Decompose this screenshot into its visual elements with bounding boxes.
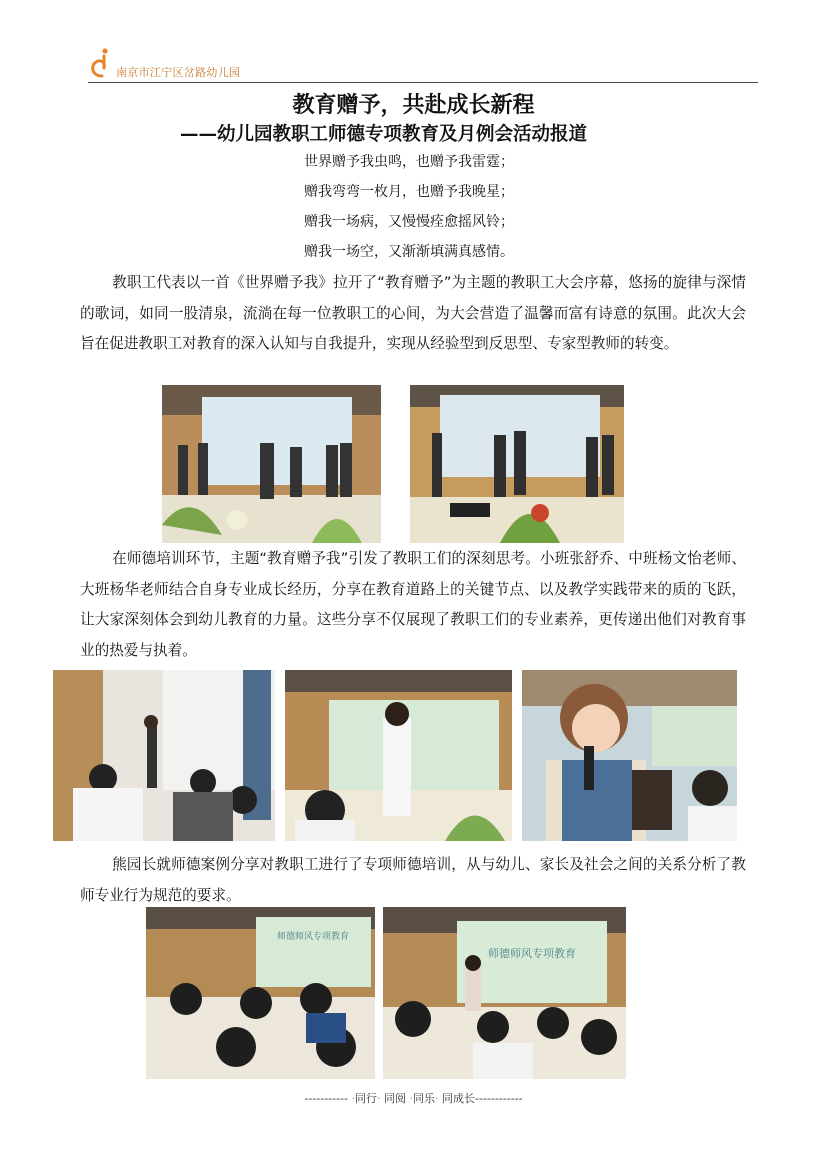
footer-dashes-left: ----------- bbox=[304, 1092, 349, 1105]
header-divider bbox=[88, 82, 758, 83]
footer-item: 同阅 bbox=[384, 1092, 407, 1105]
poem-line: 世界赠予我虫鸣，也赠予我雷霆； bbox=[304, 154, 514, 170]
page-footer: ----------- ·同行· 同阅 ·同乐· 同成长------------ bbox=[304, 1092, 523, 1105]
paragraph-text: 在师德培训环节，主题“教育赠予我”引发了教职工们的深刻思考。小班张舒乔、中班杨文怡老师、大班杨华老师结合自身专业成长经历，分享在教育道路上的关键节点、以及教学实践带来的质的飞跃，让大家深刻体会到幼儿教育的力量。这些分享不仅展现了教职工们的专业素养，更传递出他们对教育事业的热爱与执着。 bbox=[80, 550, 746, 659]
paragraph bbox=[80, 268, 746, 360]
poem-line: 赠我一场空，又渐渐填满真感情。 bbox=[304, 244, 514, 260]
page-header bbox=[88, 40, 758, 84]
article-title: 教育赠予，共赴成长新程 bbox=[292, 92, 535, 118]
footer-dashes-right: ------------ bbox=[475, 1092, 523, 1105]
photo-principal-training-right bbox=[383, 907, 626, 1079]
slide-title-text: 师德师风专项教育 bbox=[276, 932, 350, 942]
paragraph-text: 熊园长就师德案例分享对教职工进行了专项师德培训，从与幼儿、家长及社会之间的关系分析了教师专业行为规范的要求。 bbox=[80, 856, 746, 904]
poem-line: 赠我弯弯一枚月，也赠予我晚星； bbox=[304, 184, 514, 200]
photo-teacher-sharing-classroom bbox=[53, 670, 275, 841]
photo-singing-performance bbox=[162, 385, 381, 543]
footer-item: 同成长 bbox=[442, 1092, 476, 1105]
poem-line: 赠我一场病，又慢慢痊愈摇风铃； bbox=[304, 214, 514, 230]
photo-teacher-speaking-microphone bbox=[285, 670, 512, 841]
paragraph bbox=[80, 544, 746, 666]
footer-item: 同行 bbox=[355, 1092, 378, 1105]
school-name: 南京市江宁区岔路幼儿园 bbox=[116, 66, 241, 79]
photo-stage-singers bbox=[410, 385, 624, 543]
photo-principal-training-left bbox=[146, 907, 375, 1079]
article-subtitle: ——幼儿园教职工师德专项教育及月例会活动报道 bbox=[180, 124, 588, 145]
footer-item: 同乐 bbox=[413, 1092, 436, 1105]
photo-teacher-closeup bbox=[522, 670, 737, 841]
paragraph bbox=[80, 850, 746, 911]
paragraph-text: 教职工代表以一首《世界赠予我》拉开了“教育赠予”为主题的教职工大会序幕，悠扬的旋律与深情的歌词，如同一股清泉，流淌在每一位教职工的心间，为大会营造了温馨而富有诗意的氛围。此次大会旨在促进教职工对教育的深入认知与自我提升，实现从经验型到反思型、专家型教师的转变。 bbox=[80, 274, 746, 352]
slide-title-text: 师德师风专项教育 bbox=[488, 947, 576, 960]
